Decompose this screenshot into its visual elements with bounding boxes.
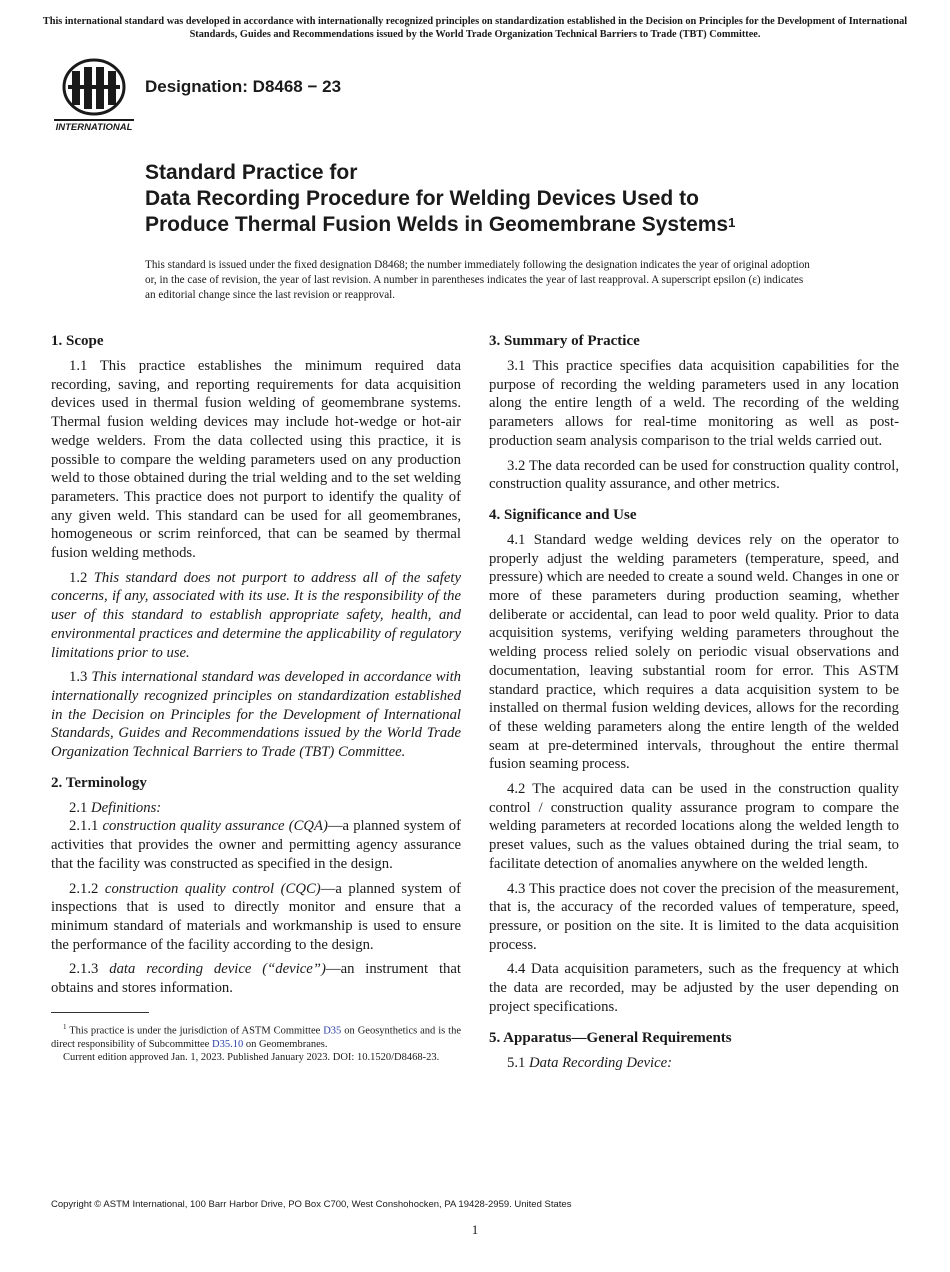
title-footnote-ref[interactable]: 1 xyxy=(728,215,736,230)
paragraph-3-2: 3.2 The data recorded can be used for construction quality control, construction quality assurance, and other metrics. xyxy=(489,457,899,493)
paragraph-1-1: 1.1 This practice establishes the minimum required data recording, saving, and reporting requirements for data acquisition devices used in thermal fusion welding of geomembrane systems. Thermal fusion welding devices may include hot-wedge or hot-air wedge welders. From the data collected using this practice, it is possible to compare the welding parameters used on any production weld to those obtained during the trial welding and to the set welding parameters. This practice does not purport to identify the quality of any given weld. This standard can be used for all geomembranes, homogeneous or scrim reinforced, that can be seamed by thermal fusion welding methods. xyxy=(51,358,461,562)
paragraph-1-3: 1.3 This international standard was developed in accordance with internationally recognized principles on standardization established in the Decision on Principles for the Development of International Standards, Guides and Recommendations issued by the World Trade Organization Technical Barriers to Trade (TBT) Committee. xyxy=(51,669,461,761)
page-number: 1 xyxy=(471,1222,479,1237)
copyright-notice: Copyright © ASTM International, 100 Barr Harbor Drive, PO Box C700, West Conshohocken, PA 19428-2959. United States xyxy=(51,1199,572,1210)
committee-link[interactable]: D35 xyxy=(323,1025,342,1037)
section-heading-terminology: 2. Terminology xyxy=(51,774,147,791)
title-line-2: Data Recording Procedure for Welding Devices Used to xyxy=(145,187,699,210)
designation: Designation: D8468 − 23 xyxy=(145,77,342,96)
issued-statement: This standard is issued under the fixed designation D8468; the number immediately following the designation indicates the year of original adoption or, in the case of revision, the year of last revision. A number in parentheses indicates the year of last reapproval. A superscript epsilon (ε) indicates an editorial change since the last revision or reapproval. xyxy=(145,259,810,301)
paragraph-5-1: 5.1 Data Recording Device: xyxy=(507,1054,673,1071)
paragraph-2-1-3: 2.1.3 data recording device (“device”)—an instrument that obtains and stores information. xyxy=(51,961,461,997)
paragraph-4-2: 4.2 The acquired data can be used in the construction quality control / construction quality assurance program to compare the welding parameters at recorded locations along the welded length to preset values, such as the values obtained during the trial seam, to facilitate detection of anomalies anywhere on the welded length. xyxy=(489,781,899,872)
paragraph-2-1-1: 2.1.1 construction quality assurance (CQA)—a planned system of activities that provides the owner and permitting agency assurance that the facility was constructed as specified in the design. xyxy=(51,818,461,872)
astm-logo-icon xyxy=(52,57,136,133)
left-column xyxy=(51,332,461,1065)
paragraph-3-1: 3.1 This practice specifies data acquisition capabilities for the purpose of recording the welding parameters used in any location along the entire length of a weld. The recording of the welding parameters allows for real-time monitoring as well as post-production seam analysis comparison to the trial welds carried out. xyxy=(489,358,899,449)
section-heading-significance: 4. Significance and Use xyxy=(489,506,637,523)
section-heading-summary: 3. Summary of Practice xyxy=(489,333,640,349)
paragraph-4-3: 4.3 This practice does not cover the precision of the measurement, that is, the accuracy of the recorded values of temperature, speed, pressure, or position on the site. It is limited to the data acquisition process. xyxy=(489,880,899,953)
paragraph-2-1-2: 2.1.2 construction quality control (CQC)—a planned system of inspections that is used to directly monitor and ensure that a minimum standard of materials and workmanship is used to ensure the performance of the facility according to the design. xyxy=(51,880,461,953)
section-heading-apparatus: 5. Apparatus—General Requirements xyxy=(489,1029,732,1046)
logo-wordmark: INTERNATIONAL xyxy=(55,122,133,133)
paragraph-4-4: 4.4 Data acquisition parameters, such as the frequency at which the data are recorded, may be adjusted by the user depending on project specifications. xyxy=(489,961,899,1015)
document-title xyxy=(145,160,845,238)
paragraph-2-1: 2.1 Definitions: xyxy=(69,799,162,816)
paragraph-1-2: 1.2 This standard does not purport to address all of the safety concerns, if any, associated with its use. It is the responsibility of the user of this standard to establish appropriate safety, health, and environmental practices and determine the applicability of regulatory limitations prior to use. xyxy=(51,569,462,661)
paragraph-4-1: 4.1 Standard wedge welding devices rely on the operator to properly adjust the welding parameters (temperature, speed, and pressure) which are needed to create a sound weld. Changes in one or more of these parameters during production seaming, whether deliberate or accidental, can lead to poor weld quality. Prior to data acquisition systems, verifying welding parameters throughout the welding process relied solely on periodic visual observations and documentation, leaving substantial room for error. This ASTM standard practice, which requires a data acquisition system to be installed on thermal fusion welding devices, allows for the recording of these welding parameters along the entire length of the welded seam at pre-determined intervals, throughout the entire thermal fusion seaming process. xyxy=(489,531,899,773)
subcommittee-link[interactable]: D35.10 xyxy=(211,1038,244,1050)
right-column xyxy=(489,332,899,1078)
footnote-divider xyxy=(51,1012,149,1013)
title-line-3: Produce Thermal Fusion Welds in Geomembrane Systems$^1$ xyxy=(145,213,736,236)
footnote-edition: Current edition approved Jan. 1, 2023. Published January 2023. DOI: 10.1520/D8468-23. xyxy=(63,1052,440,1064)
title-line-1: Standard Practice for xyxy=(145,161,358,184)
section-heading-scope: 1. Scope xyxy=(51,333,104,349)
wto-notice: This international standard was developed in accordance with internationally recognized principles on standardization established in the Decision on Principles for the Development of International Standards, Guides and Recommendations issued by the World Trade Organization Technical Barriers to Trade (TBT) Committee. xyxy=(42,16,908,40)
footnote-1: $^1$ This practice is under the jurisdiction of ASTM Committee D35 on Geosynthetics and is the direct responsibility of Subcommittee D35.10 on Geomembranes. xyxy=(51,1022,462,1050)
